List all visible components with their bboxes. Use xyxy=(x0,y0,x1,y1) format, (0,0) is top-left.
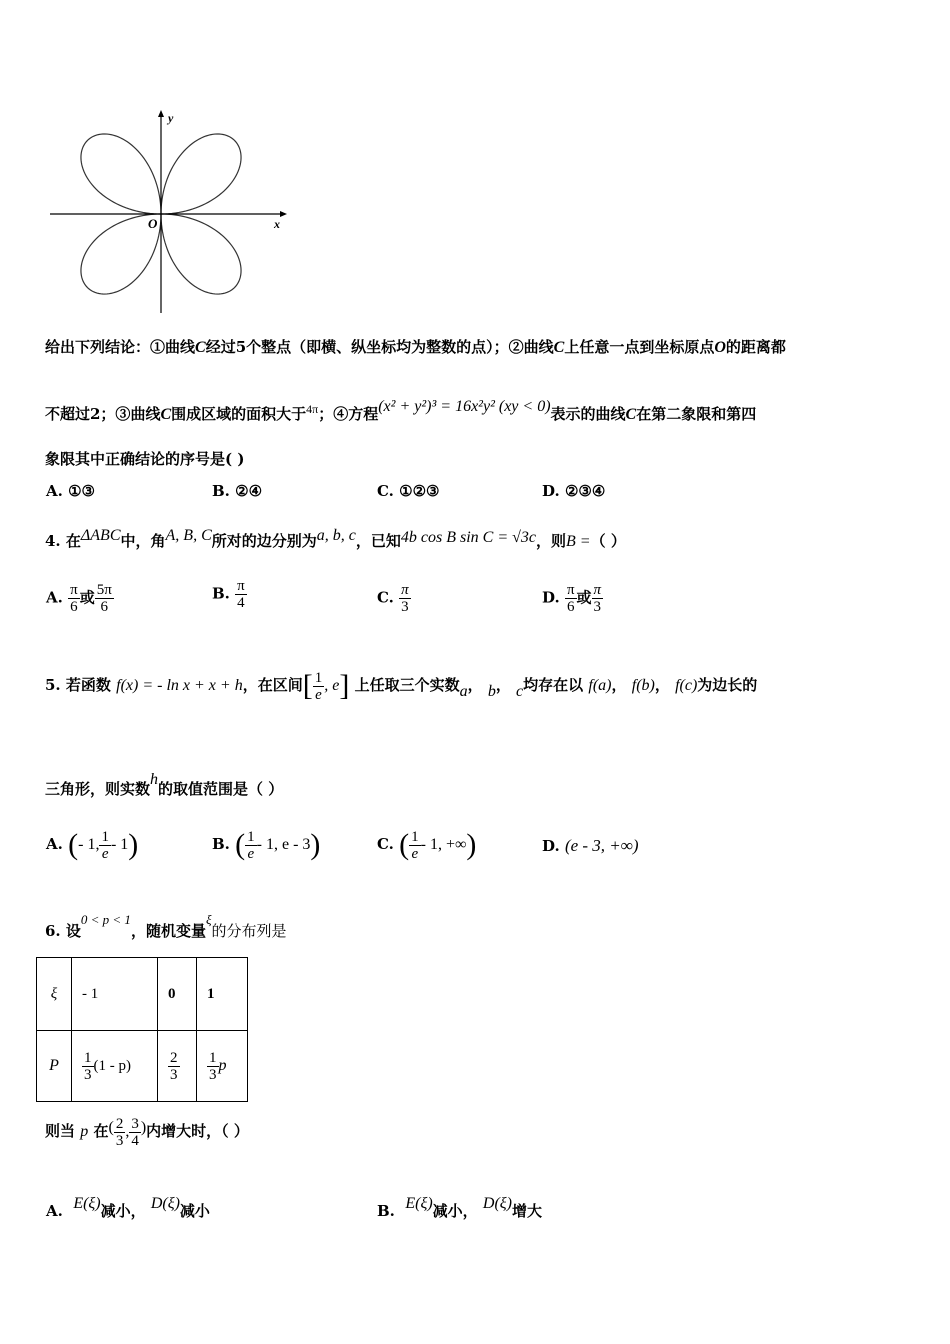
paren-right: ) xyxy=(128,828,139,861)
var-c: c xyxy=(516,683,524,700)
q5-text: 5. 若函数 xyxy=(45,676,111,694)
paren-left: ( xyxy=(235,828,246,861)
option-label: B. xyxy=(212,482,230,500)
y-axis-arrow xyxy=(158,110,164,117)
option-label: B. xyxy=(212,835,230,853)
triangle-symbol: ΔABC xyxy=(80,527,121,544)
fraction-1-e: $\frac{1}{e}$ xyxy=(247,828,255,862)
q3-text: 不超过2；③曲线 xyxy=(45,405,161,423)
q3-option-b[interactable] xyxy=(212,482,262,500)
angles-symbol: A, B, C xyxy=(165,527,212,544)
paren-right: ) xyxy=(466,828,477,861)
y-axis-label: y xyxy=(168,111,174,125)
q4-stem xyxy=(45,518,626,560)
option-text: 减小 xyxy=(179,1202,210,1220)
table-cell: P xyxy=(37,1031,72,1102)
q4-option-d[interactable] xyxy=(542,582,603,615)
table-row xyxy=(37,1031,248,1102)
q6-text: 则当 xyxy=(45,1122,76,1140)
paren-right: ) xyxy=(310,828,321,861)
q3-text: 的距离都 xyxy=(725,338,786,356)
petal-fourth-quadrant xyxy=(161,214,241,294)
curve-symbol: C xyxy=(625,406,637,423)
petal-second-quadrant xyxy=(81,134,161,214)
q4-option-a[interactable] xyxy=(46,582,114,615)
paren-right: ) xyxy=(140,1119,147,1136)
bracket-left: [ xyxy=(302,669,313,702)
area-value: 4π xyxy=(306,402,319,416)
q5-text: 均存在以 xyxy=(523,676,584,694)
table-cell: $\frac{1}{3}$ p xyxy=(197,1031,248,1102)
fraction-pi-6: $\frac{\pi}{6}$ xyxy=(70,582,78,615)
q3-line-2 xyxy=(45,389,756,433)
x-axis-arrow xyxy=(280,211,287,217)
q3-text: 在第二象限和第四 xyxy=(636,405,757,423)
bracket-right: ] xyxy=(339,669,350,702)
q3-text: 表示的曲线 xyxy=(550,405,626,423)
q4-option-c[interactable] xyxy=(377,582,411,615)
q4-text: ，已知 xyxy=(355,532,401,550)
q6-stem xyxy=(45,900,287,951)
q6-text: 内增大时，（ ） xyxy=(146,1122,249,1140)
fraction-pi-4: $\frac{\pi}{4}$ xyxy=(237,578,245,611)
option-text: ②④ xyxy=(235,482,263,500)
var-a: a xyxy=(459,683,468,700)
q3-option-c[interactable] xyxy=(377,482,439,500)
or-text: 或 xyxy=(576,588,592,607)
var-p: p xyxy=(80,1123,89,1140)
option-expression: - 1, xyxy=(78,836,100,853)
q6-text: 在 xyxy=(93,1122,109,1140)
option-text: 增大 xyxy=(511,1202,542,1220)
f-of-b: f(b) xyxy=(631,677,655,694)
variance: D(ξ) xyxy=(482,1195,512,1212)
table-cell: ξ xyxy=(37,958,72,1031)
table-cell: 0 xyxy=(158,958,197,1031)
sides-symbol: a, b, c xyxy=(316,527,356,544)
f-of-c: f(c) xyxy=(675,677,698,694)
distribution-table xyxy=(36,957,248,1102)
option-text: ①③ xyxy=(68,482,96,500)
q4-text: （ ） xyxy=(590,532,626,550)
q6-text: 6. 设 xyxy=(45,922,81,940)
ask-symbol: B = xyxy=(566,533,591,550)
q5-text: 上任取三个实数 xyxy=(354,676,460,694)
origin-label: O xyxy=(148,216,158,231)
option-label: C. xyxy=(377,588,394,607)
option-expression: - 1, +∞ xyxy=(420,836,467,853)
interval-tail: , e xyxy=(324,677,340,694)
q5-option-d[interactable] xyxy=(542,836,639,856)
fraction-1-e: $\frac{1}{e}$ xyxy=(101,828,109,862)
q6-text: 的分布列是 xyxy=(211,922,287,940)
option-label: B. xyxy=(377,1202,395,1220)
four-leaf-curve-figure xyxy=(44,105,294,320)
q3-text: 上任意一点到坐标原点 xyxy=(564,338,715,356)
option-text: 减小， xyxy=(100,1202,146,1220)
q6-option-b[interactable] xyxy=(377,1186,542,1229)
fraction-pi-3: $\frac{\pi}{3}$ xyxy=(593,582,602,615)
fraction-1-e: $\frac{1}{e}$ xyxy=(411,828,419,862)
expectation: E(ξ) xyxy=(73,1195,101,1212)
paren-left: ( xyxy=(399,828,410,861)
q5-text: 为边长的 xyxy=(697,676,758,694)
var-b: b xyxy=(487,683,496,700)
comma: , xyxy=(125,1123,130,1140)
q3-option-d[interactable] xyxy=(542,482,605,500)
option-label: C. xyxy=(377,482,394,500)
option-label: D. xyxy=(542,482,560,500)
option-expression: - 1, e - 3 xyxy=(256,836,311,853)
q3-text: 经过5个整点（即横、纵坐标均为整数的点）；②曲线 xyxy=(205,338,554,356)
fraction-pi-3: $\frac{\pi}{3}$ xyxy=(401,582,409,615)
q4-option-b[interactable] xyxy=(212,578,247,611)
option-label: A. xyxy=(46,482,63,500)
table-cell: $\frac{1}{3}$ (1 - p) xyxy=(72,1031,158,1102)
option-label: C. xyxy=(377,835,394,853)
curve-symbol: C xyxy=(195,339,206,356)
q3-line-3: 象限其中正确结论的序号是( ) xyxy=(45,450,245,468)
q4-text: 4. 在 xyxy=(45,532,81,550)
fraction-1-e: $\frac{1}{e}$ xyxy=(314,669,323,703)
q6-question xyxy=(45,1108,249,1152)
expectation: E(ξ) xyxy=(405,1195,433,1212)
q4-text: 中，角 xyxy=(120,532,166,550)
q6-text: ，随机变量 xyxy=(130,922,206,940)
q5-line-2 xyxy=(45,762,283,807)
var-h: h xyxy=(150,771,159,788)
variance: D(ξ) xyxy=(150,1195,180,1212)
xi-symbol: ξ xyxy=(205,912,212,927)
curve-symbol: C xyxy=(160,406,172,423)
q3-text: 给出下列结论：①曲线 xyxy=(45,338,196,356)
option-label: A. xyxy=(46,1202,63,1220)
f-of-a: f(a) xyxy=(588,677,612,694)
q5-option-a[interactable] xyxy=(46,820,138,869)
q5-text: 三角形，则实数 xyxy=(45,780,151,798)
q3-text: 围成区域的面积大于 xyxy=(171,405,307,423)
option-label: A. xyxy=(46,835,63,853)
table-row xyxy=(37,958,248,1031)
option-expression: - 1 xyxy=(110,836,129,853)
q6-option-a[interactable] xyxy=(46,1186,210,1229)
q4-text: ，则 xyxy=(536,532,567,550)
x-axis-label: x xyxy=(274,217,280,231)
fraction-3-4: $\frac{3}{4}$ xyxy=(131,1115,139,1149)
q5-stem: 5. 若函数 f(x) = - ln x + x + h，在区间[ $\frac{1}{e}$ , e] 上任取三个实数a， b， c均存在以 f(a)， f(b)， f(c)为边长的 xyxy=(45,669,758,703)
fraction-2-3: $\frac{2}{3}$ xyxy=(115,1115,124,1149)
q5-text: 的取值范围是（ ） xyxy=(158,780,284,798)
option-label: A. xyxy=(46,588,63,607)
fraction-pi-6: $\frac{\pi}{6}$ xyxy=(566,582,575,615)
q5-option-c[interactable] xyxy=(377,820,476,869)
option-label: D. xyxy=(542,837,560,855)
petal-first-quadrant xyxy=(161,134,241,214)
or-text: 或 xyxy=(79,588,95,607)
table-cell: - 1 xyxy=(72,958,158,1031)
paren-left: ( xyxy=(68,828,79,861)
equation: (x² + y²)³ = 16x²y² (xy < 0) xyxy=(378,398,551,415)
q3-option-a[interactable] xyxy=(46,482,95,500)
paren-left: ( xyxy=(108,1119,114,1136)
option-text: ②③④ xyxy=(564,482,606,500)
q3-line-1 xyxy=(45,336,786,357)
q3-text: ；④方程 xyxy=(318,405,379,423)
condition-equation: 4b cos B sin C = √3c xyxy=(400,529,536,546)
option-expression: (e - 3, +∞) xyxy=(564,836,639,855)
condition: 0 < p < 1 xyxy=(80,912,131,927)
q4-text: 所对的边分别为 xyxy=(211,532,317,550)
q5-option-b[interactable] xyxy=(212,820,320,869)
option-label: D. xyxy=(542,588,560,607)
origin-symbol: O xyxy=(714,339,726,356)
option-label: B. xyxy=(212,584,230,603)
option-text: ①②③ xyxy=(399,482,440,500)
table-cell: 1 xyxy=(197,958,248,1031)
fraction-5pi-6: $\frac{5\pi}{6}$ xyxy=(96,582,112,615)
q5-text: ，在区间 xyxy=(242,676,303,694)
table-cell: $\frac{2}{3}$ xyxy=(158,1031,197,1102)
option-text: 减小， xyxy=(432,1202,478,1220)
curve-symbol: C xyxy=(553,339,565,356)
function-expression: f(x) = - ln x + x + h xyxy=(116,677,243,694)
